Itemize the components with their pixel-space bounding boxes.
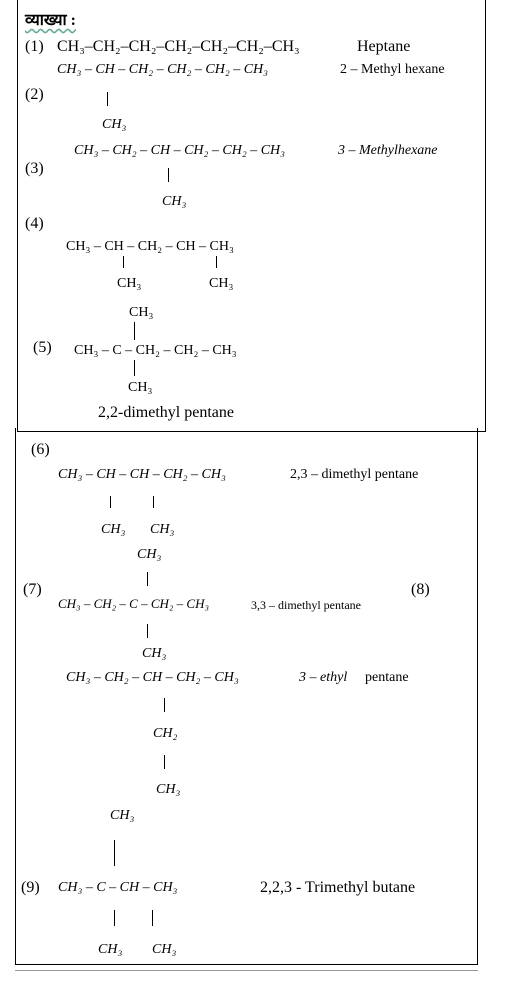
item-4-branch-2: CH₃	[209, 276, 234, 291]
item-8-name-italic: 3 – ethyl	[299, 670, 348, 685]
item-8-number: (8)	[411, 581, 430, 598]
item-9-bond-2	[152, 910, 153, 926]
item-4-number: (4)	[25, 215, 44, 232]
item-6-branch-1: CH₃	[101, 522, 126, 537]
item-2-formula: CH₃ – CH – CH₂ – CH₂ – CH₂ – CH₃	[57, 62, 269, 77]
item-9-branch-2: CH₃	[152, 942, 177, 957]
item-3-bond	[168, 168, 169, 182]
item-1-formula: CH₃–CH₂–CH₂–CH₂–CH₂–CH₂–CH₃	[57, 38, 300, 55]
item-6-bond-2	[153, 496, 154, 508]
item-7-branch-bottom: CH₃	[142, 646, 167, 661]
item-8-branch-2: CH₃	[156, 782, 181, 797]
item-3-number: (3)	[25, 160, 44, 177]
item-4-formula: CH₃ – CH – CH₂ – CH – CH₃	[66, 239, 234, 254]
item-9-branch-top: CH₃	[110, 808, 135, 823]
item-5-number: (5)	[33, 339, 52, 356]
item-5-formula: CH₃ – C – CH₂ – CH₂ – CH₃	[74, 343, 237, 358]
item-4-bond-1	[123, 256, 124, 268]
item-7-name: 3,3 – dimethyl pentane	[251, 598, 361, 612]
item-5-name: 2,2-dimethyl pentane	[98, 404, 234, 421]
item-7-number: (7)	[23, 581, 42, 598]
item-7-formula: CH₃ – CH₂ – C – CH₂ – CH₃	[58, 596, 209, 611]
item-7-branch-top: CH₃	[137, 547, 162, 562]
item-5-branch-top: CH₃	[129, 305, 154, 320]
item-8-branch-1: CH₂	[153, 726, 178, 741]
item-6-name: 2,3 – dimethyl pentane	[290, 467, 419, 482]
item-5-branch-bottom: CH₃	[128, 380, 153, 395]
item-9-bond-top	[114, 840, 115, 866]
item-6-number: (6)	[31, 441, 50, 458]
item-7-bond-top	[147, 572, 148, 586]
item-1-name: Heptane	[357, 38, 411, 55]
item-1-number: (1)	[25, 38, 44, 55]
bottom-rule	[15, 970, 478, 971]
item-2-bond	[107, 92, 108, 106]
heading: व्याख्या :	[25, 12, 77, 29]
item-2-branch: CH₃	[102, 117, 127, 132]
item-2-name: 2 – Methyl hexane	[340, 62, 445, 77]
item-8-bond-2	[164, 755, 165, 769]
item-9-name: 2,2,3 - Trimethyl butane	[260, 879, 416, 896]
item-5-bond-bottom	[134, 360, 135, 376]
item-4-bond-2	[216, 256, 217, 268]
item-8-name: pentane	[365, 670, 409, 685]
item-7-bond-bottom	[147, 624, 148, 638]
item-8-formula: CH₃ – CH₂ – CH – CH₂ – CH₃	[66, 670, 239, 685]
item-9-bond-1	[114, 910, 115, 926]
item-2-number: (2)	[25, 86, 44, 103]
item-6-formula: CH₃ – CH – CH – CH₂ – CH₃	[58, 467, 226, 482]
item-5-bond-top	[134, 322, 135, 340]
item-3-formula: CH₃ – CH₂ – CH – CH₂ – CH₂ – CH₃	[74, 143, 286, 158]
item-6-bond-1	[110, 496, 111, 508]
item-9-number: (9)	[21, 879, 40, 896]
item-8-bond-1	[164, 698, 165, 712]
item-6-branch-2: CH₃	[150, 522, 175, 537]
item-9-formula: CH₃ – C – CH – CH₃	[58, 880, 178, 895]
item-4-branch-1: CH₃	[117, 276, 142, 291]
item-9-branch-1: CH₃	[98, 942, 123, 957]
item-3-name: 3 – Methylhexane	[338, 143, 438, 158]
item-3-branch: CH₃	[162, 194, 187, 209]
